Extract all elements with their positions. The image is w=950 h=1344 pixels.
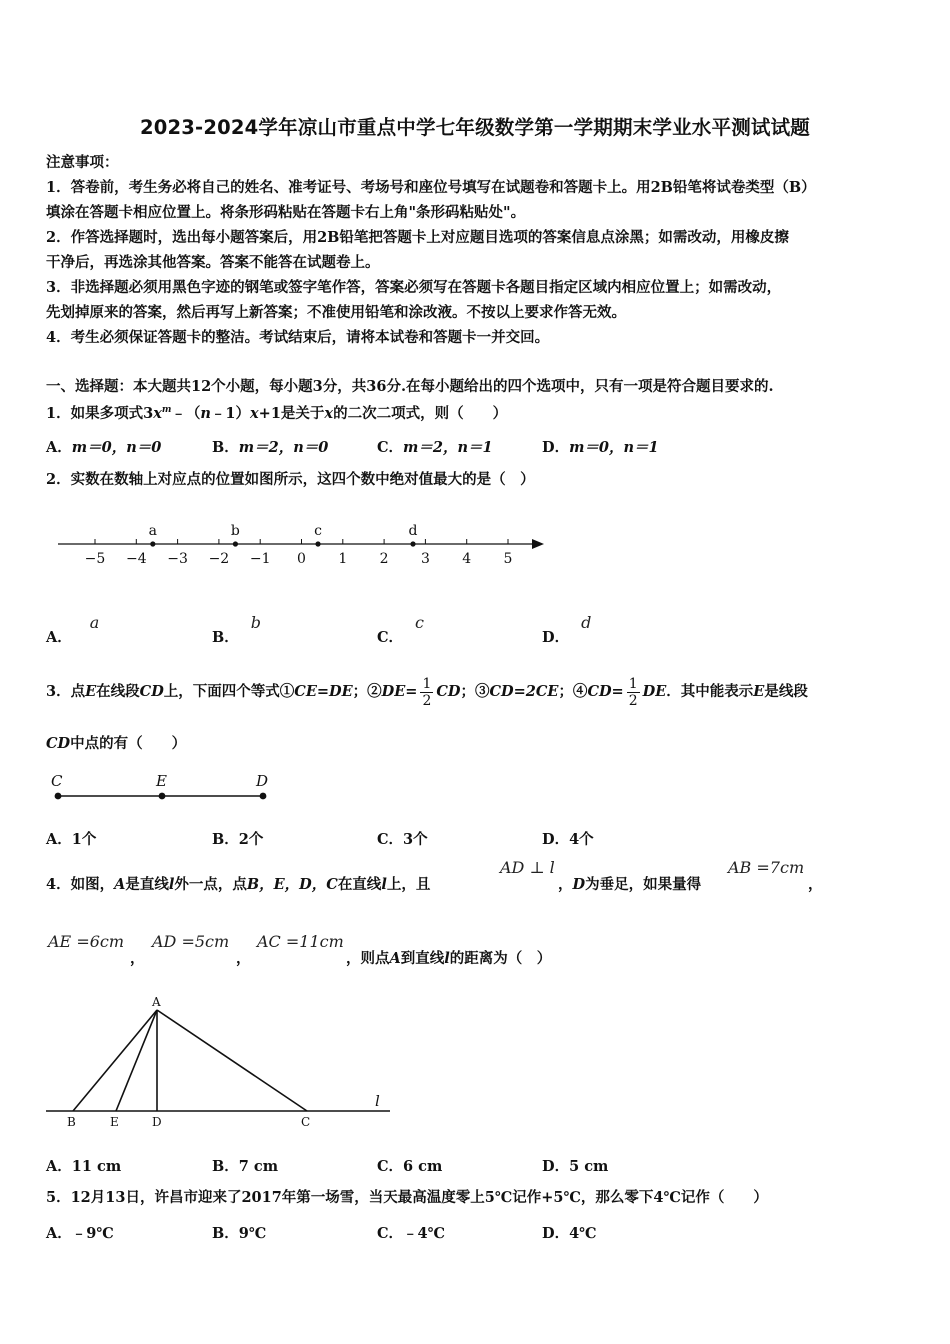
q2-option-b[interactable]: B．b (212, 613, 262, 646)
number-line-tick-label: 3 (420, 551, 430, 567)
q4-ad-length: AD =5cm (152, 932, 230, 951)
number-line-tick-label: 2 (379, 551, 389, 567)
segment-ab (73, 1010, 157, 1111)
q4-stem-c: ，则点A到直线l的距离为（ ） (346, 950, 552, 967)
notice-heading: 注意事项： (46, 154, 119, 171)
q3-option-a[interactable]: A．1个 (46, 831, 97, 848)
label-c: C (301, 1115, 311, 1129)
q4-sep: ， (130, 950, 145, 967)
q1-option-a[interactable]: A．m＝0，n＝0 (46, 439, 162, 456)
triangle-figure (40, 992, 400, 1132)
notice-line: 填涂在答题卡相应位置上。将条形码粘贴在答题卡右上角"条形码粘贴处"。 (46, 204, 526, 221)
notice-line: 1．答卷前，考生务必将自己的姓名、准考证号、考场号和座位号填写在试题卷和答题卡上。用2B铅笔将试卷类型（B） (46, 179, 816, 196)
q2-option-d[interactable]: D．d (542, 613, 592, 646)
fraction-one-half: $\frac{1}{2}$ (422, 675, 432, 709)
label-b: B (67, 1115, 76, 1129)
notice-line: 3．非选择题必须用黑色字迹的钢笔或签字笔作答，答案必须写在答题卡各题目指定区域内相应位置上；如需改动， (46, 279, 782, 296)
number-line-point-b (233, 541, 238, 546)
q1-option-b[interactable]: B．m＝2，n＝0 (212, 439, 329, 456)
number-line-tick-label: −1 (249, 551, 271, 567)
notice-line: 先划掉原来的答案，然后再写上新答案；不准使用铅笔和涂改液。不按以上要求作答无效。 (46, 304, 626, 321)
section-heading: 一、选择题：本大题共12个小题，每小题3分，共36分.在每小题给出的四个选项中，只有一项是符合题目要求的. (46, 378, 774, 395)
q2-stem: 2．实数在数轴上对应点的位置如图所示，这四个数中绝对值最大的是（ ） (46, 471, 535, 488)
number-line-tick-label: −4 (125, 551, 147, 567)
point-d (260, 793, 267, 800)
q3-option-d[interactable]: D．4个 (542, 831, 594, 848)
page-title: 2023-2024学年凉山市重点中学七年级数学第一学期期末学业水平测试试题 (139, 116, 811, 139)
number-line-figure (50, 510, 550, 576)
segment-ae (116, 1010, 157, 1111)
q4-ac-length: AC =11cm (257, 932, 344, 951)
q4-option-c[interactable]: C．6 cm (377, 1158, 443, 1175)
q2-option-c[interactable]: C．c (377, 613, 425, 646)
label-a: A (152, 995, 161, 1009)
q5-option-a[interactable]: A．﹣9℃ (46, 1225, 114, 1242)
segment-ac (157, 1010, 307, 1111)
label-e: E (156, 772, 167, 790)
q4-option-a[interactable]: A．11 cm (46, 1158, 122, 1175)
q5-option-d[interactable]: D．4℃ (542, 1225, 597, 1242)
number-line-point-label: a (148, 523, 157, 539)
number-line-tick-label: 1 (338, 551, 348, 567)
q2-option-a[interactable]: A．a (46, 613, 100, 646)
q4-stem-b: ，D为垂足，如果量得 (558, 876, 702, 893)
notice-line: 2．作答选择题时，选出每小题答案后，用2B铅笔把答题卡上对应题目选项的答案信息点涂黑；如需改动，用橡皮擦 (46, 229, 789, 246)
number-line-point-label: b (230, 523, 240, 539)
q5-option-c[interactable]: C．﹣4℃ (377, 1225, 446, 1242)
number-line-arrow (532, 539, 544, 549)
segment-cd-figure (46, 768, 286, 808)
q4-condition-perpendicular: AD ⊥ l (500, 858, 555, 877)
number-line-tick-label: −3 (167, 551, 188, 567)
number-line-tick-label: 5 (503, 551, 513, 567)
q3-option-b[interactable]: B．2个 (212, 831, 264, 848)
number-line-point-label: c (314, 523, 322, 539)
q1-option-c[interactable]: C．m＝2，n＝1 (377, 439, 493, 456)
notice-line: 4．考生必须保证答题卡的整洁。考试结束后，请将本试卷和答题卡一并交回。 (46, 329, 550, 346)
label-l: l (375, 1092, 380, 1110)
q1-option-d[interactable]: D．m＝0，n＝1 (542, 439, 659, 456)
label-d: D (152, 1115, 162, 1129)
number-line-point-c (315, 541, 320, 546)
q4-ab-length: AB =7cm (728, 858, 805, 877)
label-c: C (51, 772, 63, 790)
q5-stem: 5．12月13日，许昌市迎来了2017年第一场雪，当天最高温度零上5℃记作+5℃，那么零下4℃记作（ ） (46, 1189, 768, 1206)
point-c (55, 793, 62, 800)
point-e (159, 793, 166, 800)
q3-stem-line2: CD中点的有（ ） (46, 735, 187, 752)
q4-option-d[interactable]: D．5 cm (542, 1158, 609, 1175)
notice-line: 干净后，再选涂其他答案。答案不能答在试题卷上。 (46, 254, 380, 271)
q5-option-b[interactable]: B．9℃ (212, 1225, 267, 1242)
number-line-tick-label: −2 (208, 551, 230, 567)
q1-stem: 1．如果多项式$3x^m﹣(n﹣1)x+1$是关于x的二次二项式，则（ ） (46, 404, 508, 422)
label-d: D (256, 772, 269, 790)
q4-option-b[interactable]: B．7 cm (212, 1158, 279, 1175)
number-line-point-label: d (408, 523, 418, 539)
q3-option-c[interactable]: C．3个 (377, 831, 428, 848)
q4-sep: ， (236, 950, 251, 967)
q4-stem: 4．如图，A是直线l外一点，点B，E，D，C在直线l上，且 (46, 876, 431, 893)
q3-stem: 3．点E在线段CD上，下面四个等式①CE=DE；②DE= $\frac{1}{2}$ CD；③CD=2CE；④CD= $\frac{1}{2}$ DE．其中能表示E是线段 (46, 675, 808, 709)
number-line-point-a (150, 541, 155, 546)
q4-ae-length: AE =6cm (48, 932, 125, 951)
number-line-tick-label: 4 (462, 551, 472, 567)
q4-comma: ， (808, 876, 823, 893)
number-line-tick-label: −5 (84, 551, 106, 567)
number-line-point-d (410, 541, 415, 546)
fraction-one-half: $\frac{1}{2}$ (628, 675, 638, 709)
number-line-tick-label: 0 (297, 551, 306, 567)
label-e: E (110, 1115, 119, 1129)
